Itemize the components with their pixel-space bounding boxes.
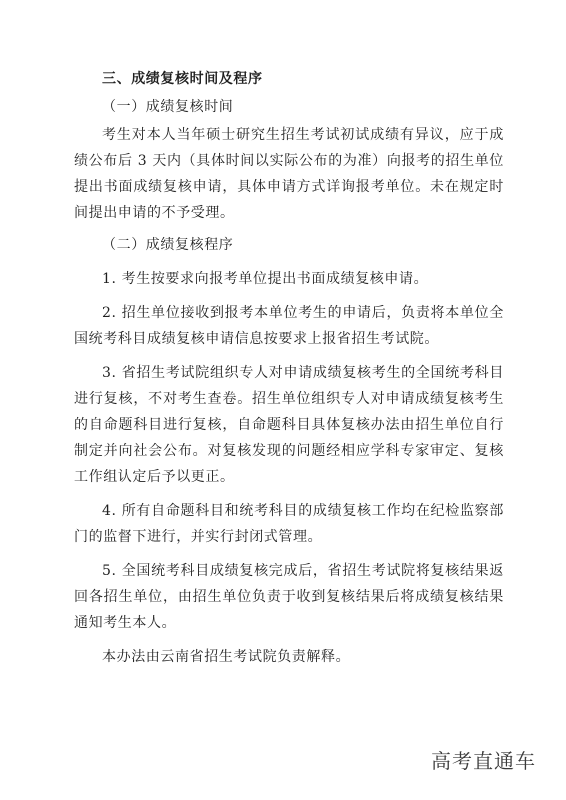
watermark-text: 高考直通车 (431, 749, 536, 773)
procedure-item-3: 3. 省招生考试院组织专人对申请成绩复核考生的全国统考科目进行复核，不对考生查卷。招生单位组织专人对申请成绩复核考生的自命题科目进行复核，自命题科目具体复核办法由招生单位自行制定并向社会公布。对复核发现的问题经相应学科专家审定、复核工作组认定后予以更正。 (74, 365, 504, 485)
procedure-item-1: 1. 考生按要求向报考单位提出书面成绩复核申请。 (102, 271, 429, 287)
subsection-title-procedure: （二）成绩复核程序 (102, 237, 234, 253)
procedure-item-4: 4. 所有自命题科目和统考科目的成绩复核工作均在纪检监察部门的监督下进行，并实行封闭式管理。 (74, 503, 504, 545)
section-heading: 三、成绩复核时间及程序 (102, 71, 263, 87)
subsection-title-time: （一）成绩复核时间 (102, 99, 234, 115)
procedure-item-5: 5. 全国统考科目成绩复核完成后，省招生考试院将复核结果返回各招生单位，由招生单位负责于收到复核结果后将成绩复核结果通知考生本人。 (74, 563, 504, 631)
closing-statement: 本办法由云南省招生考试院负责解释。 (102, 649, 351, 665)
paragraph-time: 考生对本人当年硕士研究生招生考试初试成绩有异议，应于成绩公布后 3 天内（具体时间以实际公布的为准）向报考的招生单位提出书面成绩复核申请，具体申请方式详询报考单位。未在规定时间提出申请的不予受理。 (74, 127, 504, 221)
document-body (74, 66, 504, 670)
procedure-item-2: 2. 招生单位接收到报考本单位考生的申请后，负责将本单位全国统考科目成绩复核申请信息按要求上报省招生考试院。 (74, 305, 504, 347)
